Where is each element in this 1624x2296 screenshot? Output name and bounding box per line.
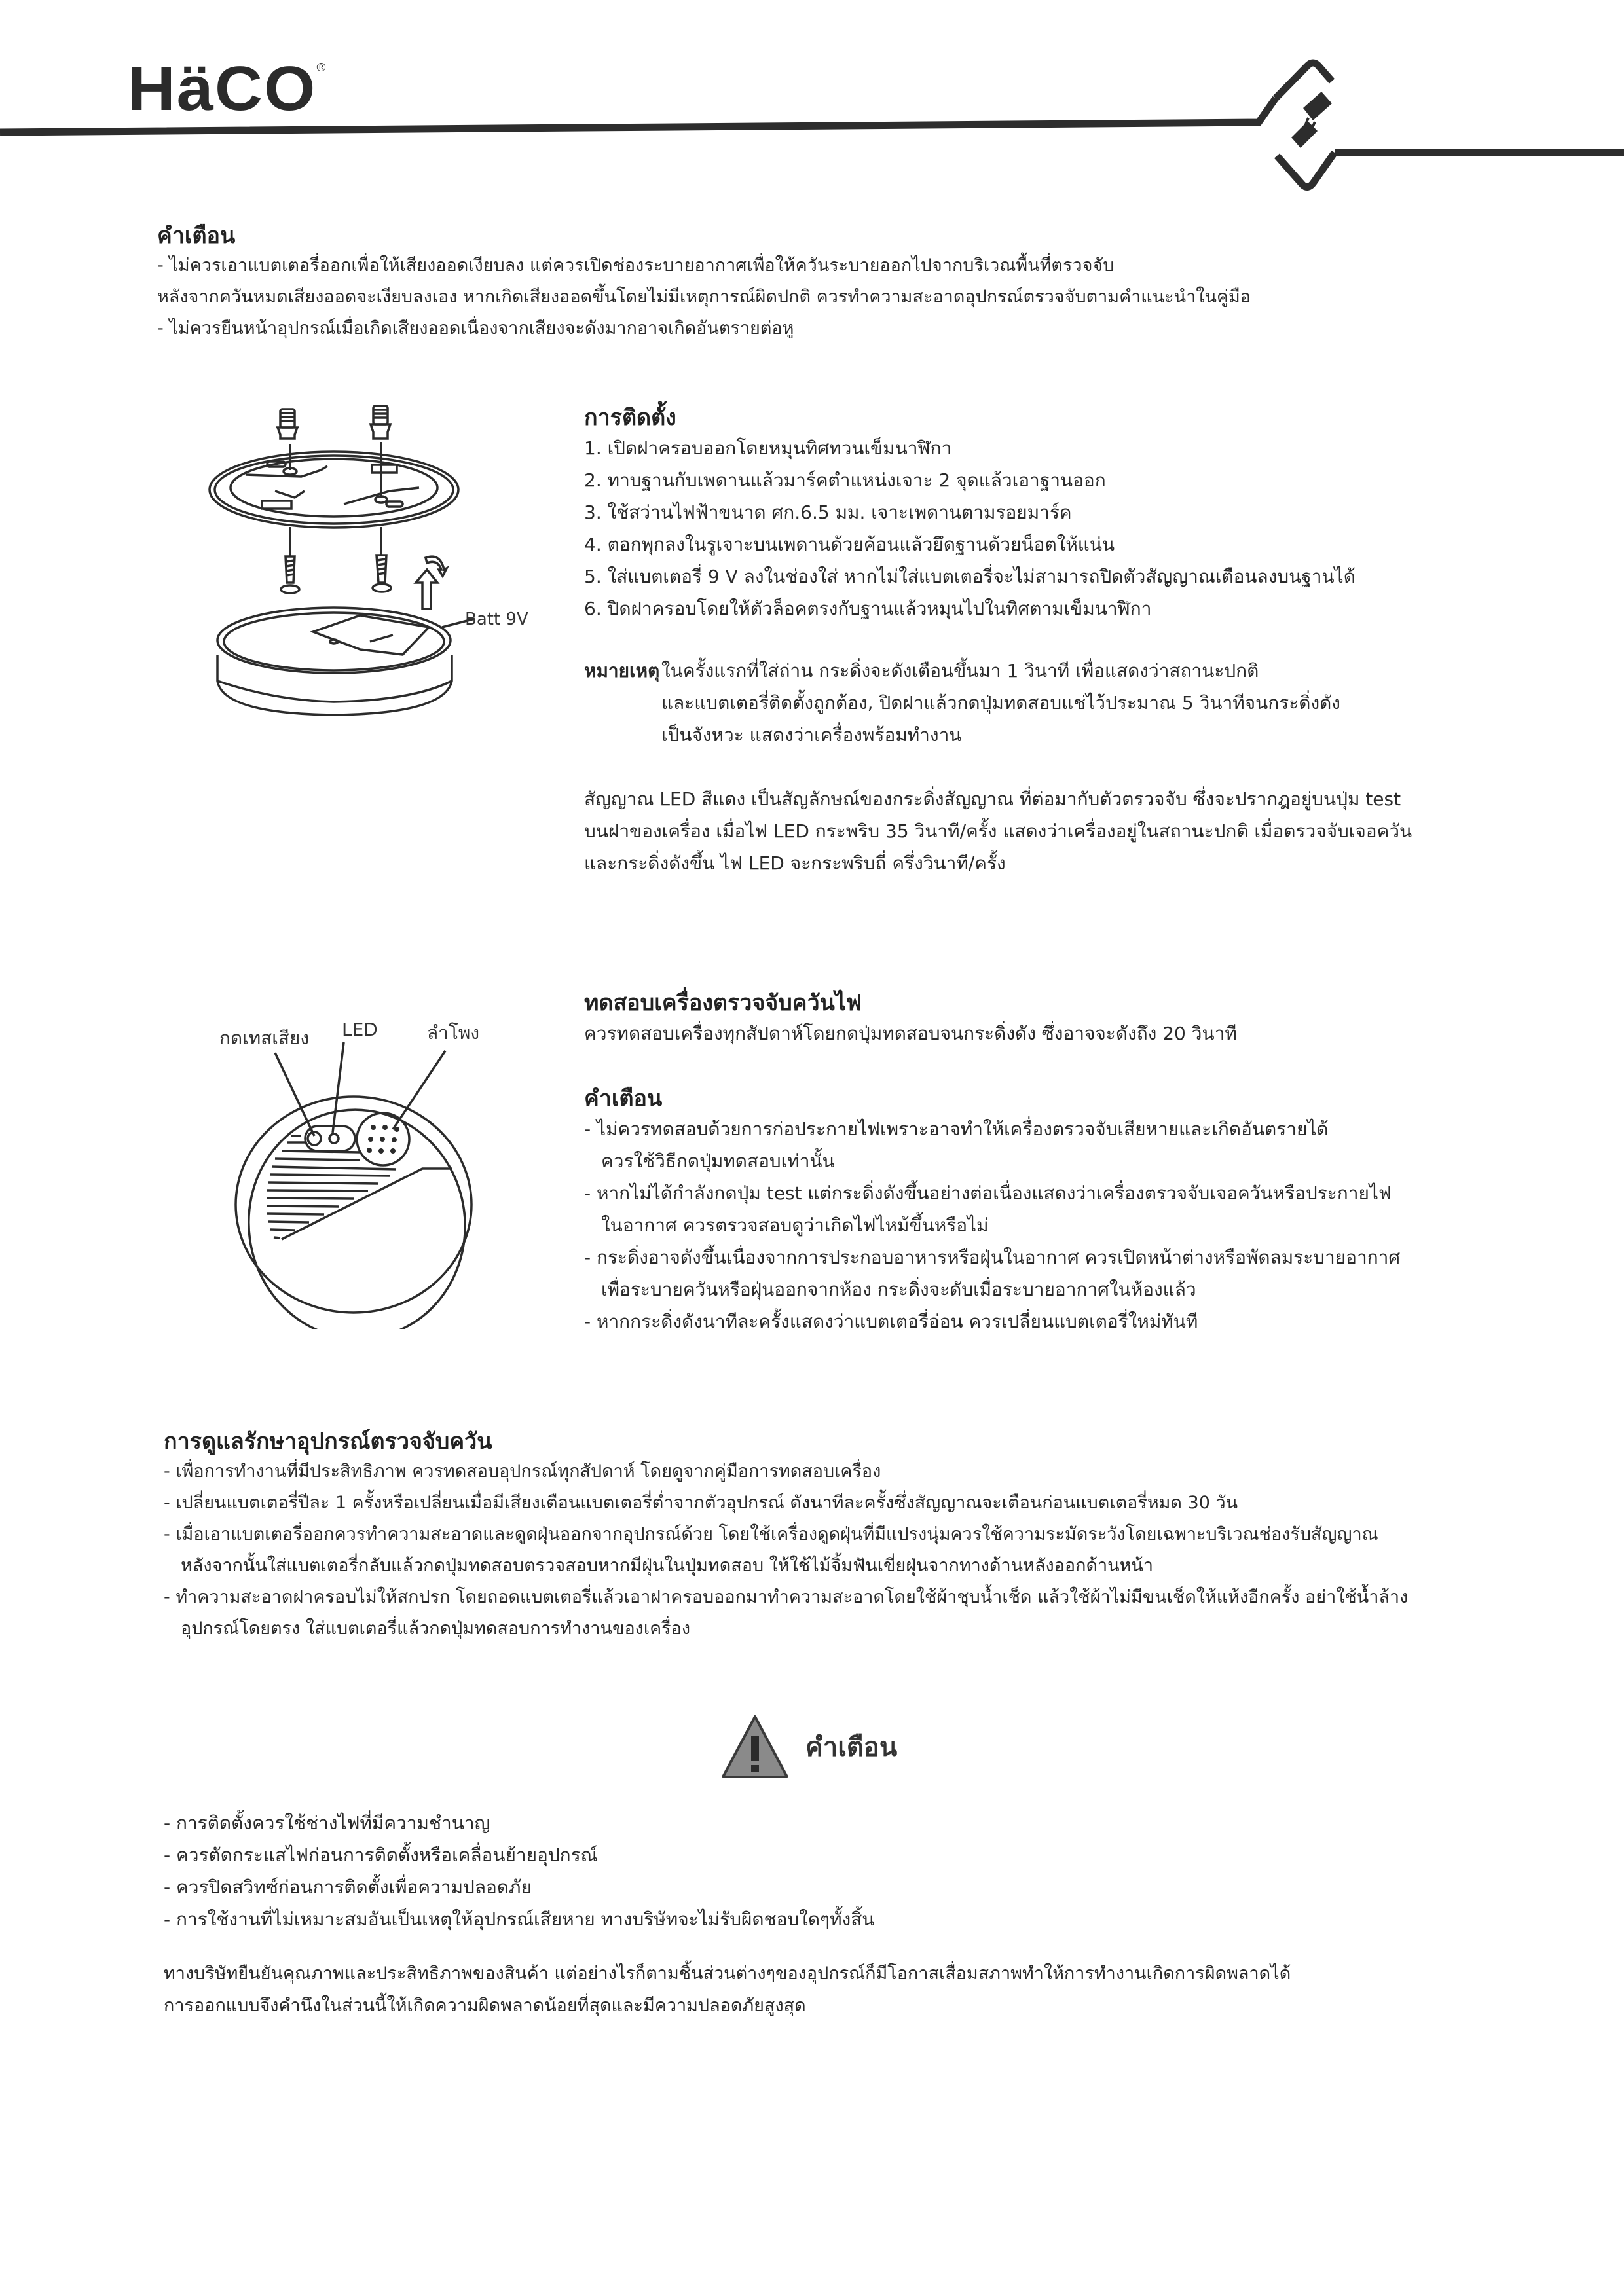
maintenance-section [164,1427,1408,1645]
header-rule-with-plug-icon [0,0,1624,210]
led-label: LED [342,1019,378,1040]
caution-line: - ควรตัดกระแสไฟก่อนการติดตั้งหรือเคลื่อนย้ายอุปกรณ์ [164,1844,598,1866]
screw-icon [281,556,299,593]
maintenance-line: หลังจากนั้นใส่แบตเตอรี่กลับแล้วกดปุ่มทดสอบตรวจสอบหากมีฝุ่นในปุ่มทดสอบ ให้ใช้ไม้จิ้มฟันเขี่ยฝุ่นจากทางด้านหลังออกด้านหน้า [181,1556,1154,1576]
installation-step: 6. ปิดฝาครอบโดยให้ตัวล็อคตรงกับฐานแล้วหมุนไปในทิศตามเข็มนาฬิกา [584,598,1152,620]
installation-step: 4. ตอกพุกลงในรูเจาะบนเพดานด้วยค้อนแล้วยึดฐานด้วยน็อตให้แน่น [584,534,1115,556]
battery-label: Batt 9V [465,610,528,629]
registered-mark: ® [316,61,327,74]
speaker-holes [367,1125,399,1154]
caution-line: - การใช้งานที่ไม่เหมาะสมอันเป็นเหตุให้อุปกรณ์เสียหาย ทางบริษัทจะไม่รับผิดชอบใดๆทั้งสิ้น [164,1908,875,1930]
led-description [584,783,1412,879]
warning-top-title: คำเตือน [157,223,236,249]
disclaimer [164,1958,1291,2022]
installation-title: การติดตั้ง [584,405,676,431]
installation-step: 1. เปิดฝาครอบออกโดยหมุนทิศทวนเข็มนาฬิกา [584,437,952,460]
maintenance-line: อุปกรณ์โดยตรง ใส่แบตเตอรี่แล้วกดปุ่มทดสอบการทำงานของเครื่อง [181,1618,691,1639]
test-warning-title: คำเตือน [584,1085,663,1112]
installation-step: 5. ใส่แบตเตอรี่ 9 V ลงในช่องใส่ หากไม่ใส่แบตเตอรี่จะไม่สามารถปิดตัวสัญญาณเตือนลงบนฐานได้ [584,566,1356,588]
caution-line: - การติดตั้งควรใช้ช่างไฟที่มีความชำนาญ [164,1812,490,1834]
test-warning-line: ในอากาศ ควรตรวจสอบดูว่าเกิดไฟไหม้ขึ้นหรือไม่ [601,1214,989,1237]
test-line: ควรทดสอบเครื่องทุกสัปดาห์โดยกดปุ่มทดสอบจนกระดิ่งดัง ซึ่งอาจจะดังถึง 20 วินาที [584,1023,1237,1045]
installation-step: 3. ใช้สว่านไฟฟ้าขนาด ศก.6.5 มม. เจาะเพดานตามรอยมาร์ค [584,501,1072,524]
disclaimer-line: ทางบริษัทยืนยันคุณภาพและประสิทธิภาพของสินค้า แต่อย่างไรก็ตามชิ้นส่วนต่างๆของอุปกรณ์ก็มีโอกาสเสื่อมสภาพทำให้การทำงานเกิดการผิดพลาดได้ [164,1963,1291,1984]
test-warning-line: - กระดิ่งอาจดังขึ้นเนื่องจากการประกอบอาหารหรือฝุ่นในอากาศ ควรเปิดหน้าต่างหรือพัดลมระบายอากาศ [584,1247,1401,1269]
plug-connector-icon [1276,63,1335,187]
installation-diagram [196,393,563,884]
test-button-label: กดเทสเสียง [219,1027,309,1049]
test-warning-section [584,1084,1400,1338]
note-line: เป็นจังหวะ แสดงว่าเครื่องพร้อมทำงาน [661,724,962,746]
maintenance-title: การดูแลรักษาอุปกรณ์ตรวจจับควัน [164,1429,492,1455]
disclaimer-line: การออกแบบจึงคำนึงในส่วนนี้ให้เกิดความผิดพลาดน้อยที่สุดและมีความปลอดภัยสูงสุด [164,1995,806,2016]
installation-section [584,403,1356,625]
speaker-label: ลำโพง [427,1022,480,1044]
caution-title: คำเตือน [805,1732,898,1762]
maintenance-line: - เมื่อเอาแบตเตอรี่ออกควรทำความสะอาดและดูดฝุ่นออกจากอุปกรณ์ด้วย โดยใช้เครื่องดูดฝุ่นที่มีแปรงนุ่มควรใช้ความระมัดระวังโดยเฉพาะบริเวณช่องรับสัญญาณ [164,1524,1378,1545]
test-warning-line: - ไม่ควรทดสอบด้วยการก่อประกายไฟเพราะอาจทำให้เครื่องตรวจจับเสียหายและเกิดอันตรายได้ [584,1118,1329,1140]
wall-plug-icon [371,406,390,439]
caution-line: - ควรปิดสวิทซ์ก่อนการติดตั้งเพื่อความปลอดภัย [164,1876,532,1898]
brand-name: HäCO [128,54,317,124]
note-label: หมายเหตุ [584,660,660,682]
warning-top-section [157,221,1251,344]
caution-list [164,1807,874,1935]
test-section [584,989,1237,1049]
test-warning-line: ควรใช้วิธีกดปุ่มทดสอบเท่านั้น [601,1150,835,1173]
note-line: และแบตเตอรี่ติดตั้งถูกต้อง, ปิดฝาแล้วกดปุ่มทดสอบแช่ไว้ประมาณ 5 วินาทีจนกระดิ่งดัง [661,692,1340,714]
test-warning-line: - หากไม่ได้กำลังกดปุ่ม test แต่กระดิ่งดังขึ้นอย่างต่อเนื่องแสดงว่าเครื่องตรวจจับเจอควันหรือประกายไฟ [584,1182,1392,1205]
maintenance-line: - เปลี่ยนแบตเตอรี่ปีละ 1 ครั้งหรือเปลี่ยนเมื่อมีเสียงเตือนแบตเตอรี่ต่ำจากตัวอุปกรณ์ ดังนาทีละครั้งซึ่งสัญญาณจะเตือนก่อนแบตเตอรี่หมด 30 วัน [164,1493,1238,1514]
test-warning-line: เพื่อระบายควันหรือฝุ่นออกจากห้อง กระดิ่งจะดับเมื่อระบายอากาศในห้องแล้ว [601,1279,1196,1301]
vent-hatching [267,1136,396,1238]
wall-plug-icon [278,409,297,439]
led-line: สัญญาณ LED สีแดง เป็นสัญลักษณ์ของกระดิ่งสัญญาณ ที่ต่อมากับตัวตรวจจับ ซึ่งจะปรากฎอยู่บนปุ่ม test [584,788,1401,810]
test-title: ทดสอบเครื่องตรวจจับควันไฟ [584,990,862,1016]
detector-top-diagram [196,1002,498,1329]
caution-header [719,1714,897,1779]
screw-icon [373,555,391,592]
led-line: บนฝาของเครื่อง เมื่อไฟ LED กระพริบ 35 วินาที/ครั้ง แสดงว่าเครื่องอยู่ในสถานะปกติ เมื่อตรวจจับเจอควัน [584,820,1412,842]
maintenance-line: - เพื่อการทำงานที่มีประสิทธิภาพ ควรทดสอบอุปกรณ์ทุกสัปดาห์ โดยดูจากคู่มือการทดสอบเครื่อง [164,1461,881,1482]
test-warning-line: - หากกระดิ่งดังนาทีละครั้งแสดงว่าแบตเตอรี่อ่อน ควรเปลี่ยนแบตเตอรี่ใหม่ทันที [584,1311,1198,1333]
led-line: และกระดิ่งดังขึ้น ไฟ LED จะกระพริบถี่ ครึ่งวินาที/ครั้ง [584,852,1006,874]
warning-top-line: - ไม่ควรเอาแบตเตอรี่ออกเพื่อให้เสียงออดเงียบลง แต่ควรเปิดช่องระบายอากาศเพื่อให้ควันระบายออกไปจากบริเวณพื้นที่ตรวจจับ [157,255,1115,276]
led-indicator [329,1134,339,1143]
maintenance-line: - ทำความสะอาดฝาครอบไม่ให้สกปรก โดยถอดแบตเตอรี่แล้วเอาฝาครอบออกมาทำความสะอาดโดยใช้ผ้าชุบน้ำเช็ด แล้วใช้ผ้าไม่มีขนเช็ดให้แห้งอีกครั้ง อย่าใช้น้ำล้าง [164,1587,1409,1608]
installation-note [584,655,1340,751]
up-arrow-icon [416,570,437,609]
note-line: ในครั้งแรกที่ใส่ถ่าน กระดิ่งจะดังเตือนขึ้นมา 1 วินาที เพื่อแสดงว่าสถานะปกติ [661,660,1259,682]
warning-top-line: - ไม่ควรยืนหน้าอุปกรณ์เมื่อเกิดเสียงออดเนื่องจากเสียงจะดังมากอาจเกิดอันตรายต่อหู [157,318,794,339]
warning-triangle-icon [719,1714,791,1779]
warning-top-line: หลังจากควันหมดเสียงออดจะเงียบลงเอง หากเกิดเสียงออดขึ้นโดยไม่มีเหตุการณ์ผิดปกติ ควรทำความสะอาดอุปกรณ์ตรวจจับตามคำแนะนำในคู่มือ [157,287,1251,308]
installation-step: 2. ทาบฐานกับเพดานแล้วมาร์คตำแหน่งเจาะ 2 จุดแล้วเอาฐานออก [584,469,1106,492]
